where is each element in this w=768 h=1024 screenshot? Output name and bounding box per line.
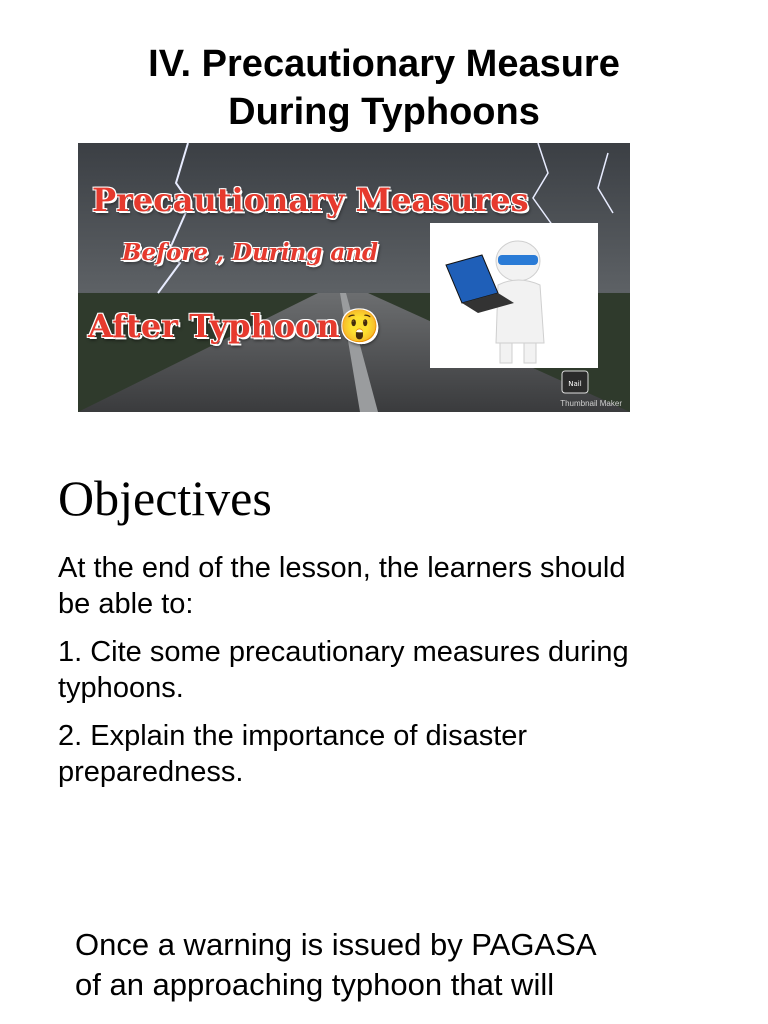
next-slide-line-1: Once a warning is issued by PAGASA [75, 927, 597, 962]
objective-item-1 [58, 634, 738, 706]
objective-item-2 [58, 718, 738, 790]
objective-item-2-line-2: preparedness. [58, 756, 244, 788]
banner-tagline [88, 307, 380, 345]
banner-heading: Precautionary Measures [92, 181, 529, 219]
next-slide-line-2: of an approaching typhoon that will [75, 967, 555, 1002]
objectives-intro-line-1: At the end of the lesson, the learners should [58, 552, 626, 584]
slide-title [0, 40, 768, 136]
objective-item-1-line-1: 1. Cite some precautionary measures during [58, 636, 629, 668]
objective-item-1-line-2: typhoons. [58, 672, 184, 704]
banner-watermark: Thumbnail Maker [560, 399, 622, 408]
shocked-face-icon: 😲 [339, 307, 380, 345]
banner-subheading: Before , During and [122, 239, 379, 266]
next-slide-paragraph [75, 925, 715, 1005]
logo-text: Nail [568, 380, 582, 388]
banner-tagline-text: After Typhoon [88, 307, 340, 345]
objectives-body [58, 550, 738, 802]
objectives-intro-line-2: be able to: [58, 588, 194, 620]
objectives-heading: Objectives [58, 470, 272, 526]
objective-item-2-line-1: 2. Explain the importance of disaster [58, 720, 528, 752]
slide-title-line-2: During Typhoons [228, 91, 540, 133]
banner-image [78, 143, 630, 412]
nail-logo [562, 371, 588, 393]
slide-title-line-1: IV. Precautionary Measure [148, 43, 620, 85]
objectives-intro [58, 550, 738, 622]
